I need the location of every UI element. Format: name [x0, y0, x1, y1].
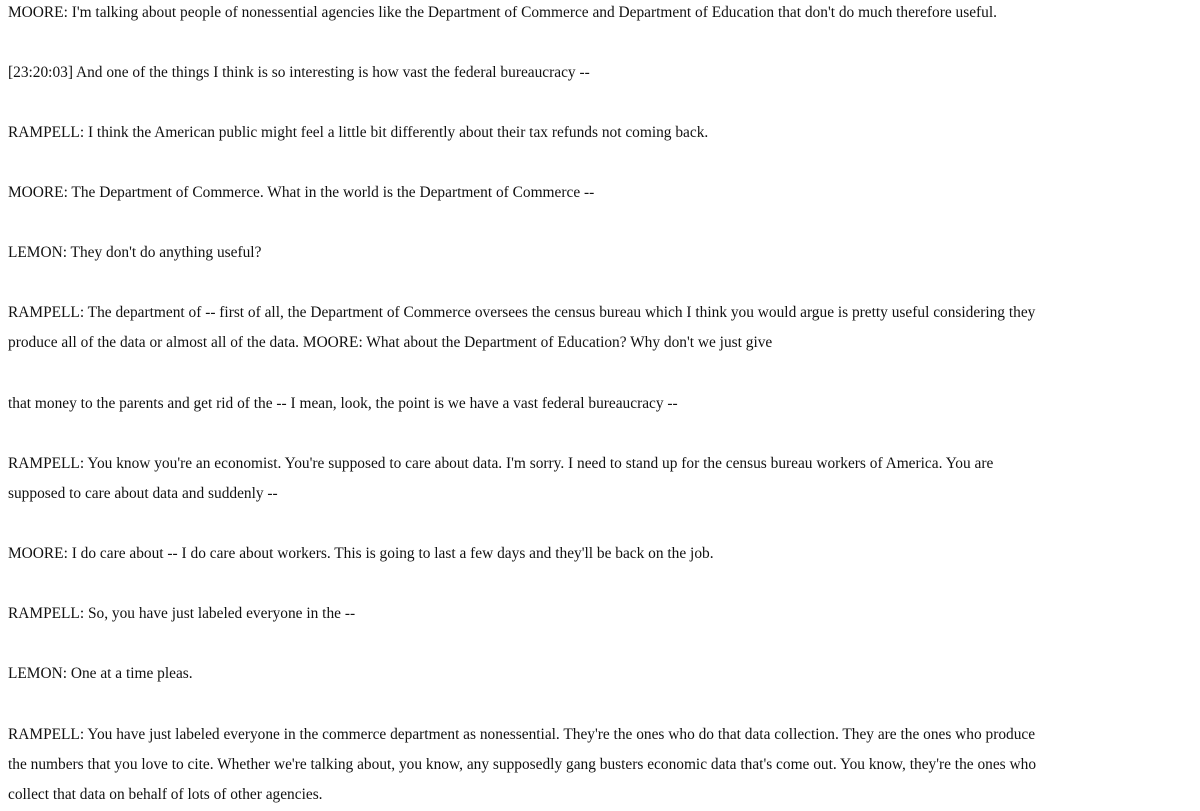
transcript-line: RAMPELL: You have just labeled everyone in the commerce department as nonessential. They're the ones who do that data collection. They are the ones who produce [8, 726, 1036, 743]
transcript-line: the numbers that you love to cite. Whether we're talking about, you know, any supposedly gang busters economic data that's come out. You know, they're the ones who [8, 756, 1037, 773]
transcript-line: RAMPELL: So, you have just labeled everyone in the -- [8, 605, 356, 622]
transcript-line: RAMPELL: I think the American public might feel a little bit differently about their tax refunds not coming back. [8, 124, 709, 141]
transcript-line: MOORE: The Department of Commerce. What in the world is the Department of Commerce -- [8, 184, 595, 201]
transcript-line: collect that data on behalf of lots of other agencies. [8, 786, 323, 803]
transcript-line: [23:20:03] And one of the things I think is so interesting is how vast the federal bureaucracy -- [8, 64, 590, 81]
transcript-line: RAMPELL: The department of -- first of all, the Department of Commerce oversees the census bureau which I think you would argue is pretty useful considering they [8, 304, 1036, 321]
transcript-line: MOORE: I'm talking about people of nonessential agencies like the Department of Commerce and Department of Education that don't do much therefore useful. [8, 4, 997, 21]
transcript-line: RAMPELL: You know you're an economist. You're supposed to care about data. I'm sorry. I need to stand up for the census bureau workers of America. You are [8, 455, 994, 472]
transcript-line: produce all of the data or almost all of the data. MOORE: What about the Department of Education? Why don't we just give [8, 334, 773, 351]
transcript-line: MOORE: I do care about -- I do care about workers. This is going to last a few days and they'll be back on the job. [8, 545, 714, 562]
transcript-line: LEMON: They don't do anything useful? [8, 244, 262, 261]
transcript-line: LEMON: One at a time pleas. [8, 665, 193, 682]
transcript-line: that money to the parents and get rid of the -- I mean, look, the point is we have a vast federal bureaucracy -- [8, 395, 678, 412]
transcript-line: supposed to care about data and suddenly -- [8, 485, 278, 502]
